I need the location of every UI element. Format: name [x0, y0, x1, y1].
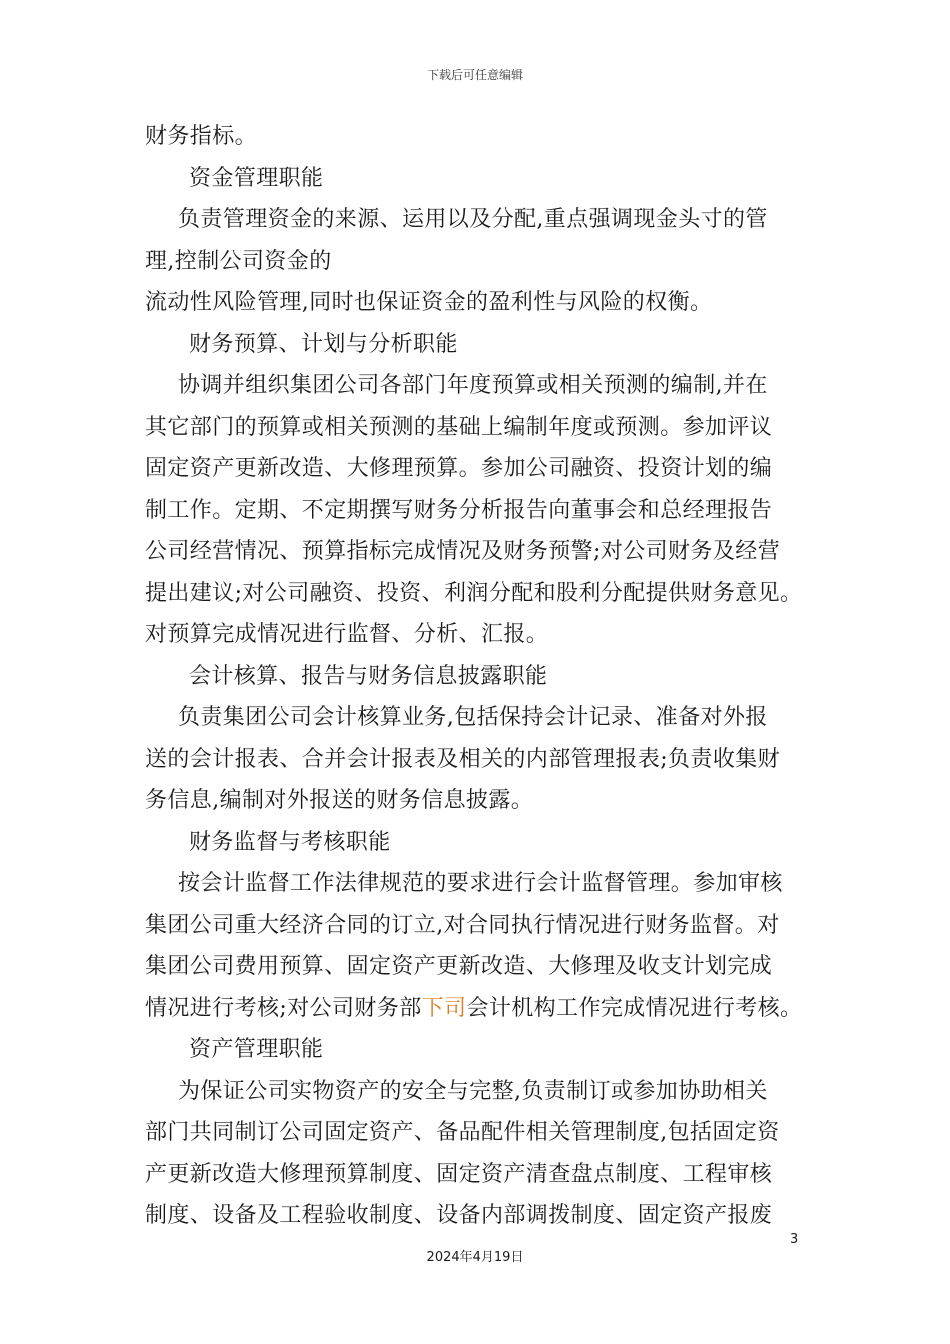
paragraph-line: 按会计监督工作法律规范的要求进行会计监督管理。参加审核	[178, 871, 783, 896]
paragraph-line: 负责管理资金的来源、运用以及分配,重点强调现金头寸的管	[178, 207, 768, 232]
paragraph-line: 集团公司重大经济合同的订立,对合同执行情况进行财务监督。对	[145, 912, 780, 938]
paragraph-line: 送的会计报表、合并会计报表及相关的内部管理报表;负责收集财	[145, 746, 781, 772]
highlighted-text: 下司	[421, 995, 467, 1021]
paragraph-line: 产更新改造大修理预算制度、固定资产清查盘点制度、工程审核	[145, 1161, 773, 1187]
paragraph-line: 务信息,编制对外报送的财务信息披露。	[145, 788, 534, 813]
paragraph-line: 协调并组织集团公司各部门年度预算或相关预测的编制,并在	[178, 373, 768, 398]
paragraph-line: 理,控制公司资金的	[145, 248, 332, 274]
document-body	[145, 116, 825, 1237]
section-heading: 资产管理职能	[189, 1037, 324, 1062]
paragraph-line: 集团公司费用预算、固定资产更新改造、大修理及收支计划完成	[145, 954, 773, 979]
footer-date: 2024年4月19日	[426, 1250, 524, 1265]
paragraph-line: 对预算完成情况进行监督、分析、汇报。	[145, 622, 549, 647]
section-heading: 财务监督与考核职能	[189, 829, 391, 855]
line-text: 会计机构工作完成情况进行考核。	[466, 995, 803, 1021]
paragraph-line: 提出建议;对公司融资、投资、利润分配和股利分配提供财务意见。	[145, 580, 803, 606]
paragraph-line: 公司经营情况、预算指标完成情况及财务预警;对公司财务及经营	[145, 539, 781, 564]
section-heading: 财务预算、计划与分析职能	[189, 331, 458, 357]
section-heading: 资金管理职能	[189, 165, 324, 191]
paragraph-line: 固定资产更新改造、大修理预算。参加公司融资、投资计划的编	[145, 456, 773, 481]
paragraph-line: 制度、设备及工程验收制度、设备内部调拨制度、固定资产报废	[145, 1203, 773, 1228]
paragraph-line	[145, 988, 825, 1030]
page-number: 3	[790, 1232, 799, 1247]
paragraph-line: 流动性风险管理,同时也保证资金的盈利性与风险的权衡。	[145, 290, 713, 315]
paragraph-line: 财务指标。	[145, 124, 258, 149]
paragraph-line: 其它部门的预算或相关预测的基础上编制年度或预测。参加评议	[145, 414, 773, 440]
paragraph-line: 制工作。定期、不定期撰写财务分析报告向董事会和总经理报告	[145, 497, 773, 523]
paragraph-line: 为保证公司实物资产的安全与完整,负责制订或参加协助相关	[178, 1078, 768, 1104]
paragraph-line: 负责集团公司会计核算业务,包括保持会计记录、准备对外报	[178, 705, 768, 730]
section-heading: 会计核算、报告与财务信息披露职能	[189, 663, 548, 689]
paragraph-line: 部门共同制订公司固定资产、备品配件相关管理制度,包括固定资	[145, 1120, 780, 1145]
line-text: 情况进行考核;对公司财务部	[145, 995, 422, 1021]
page-header: 下载后可任意编辑	[426, 68, 523, 82]
